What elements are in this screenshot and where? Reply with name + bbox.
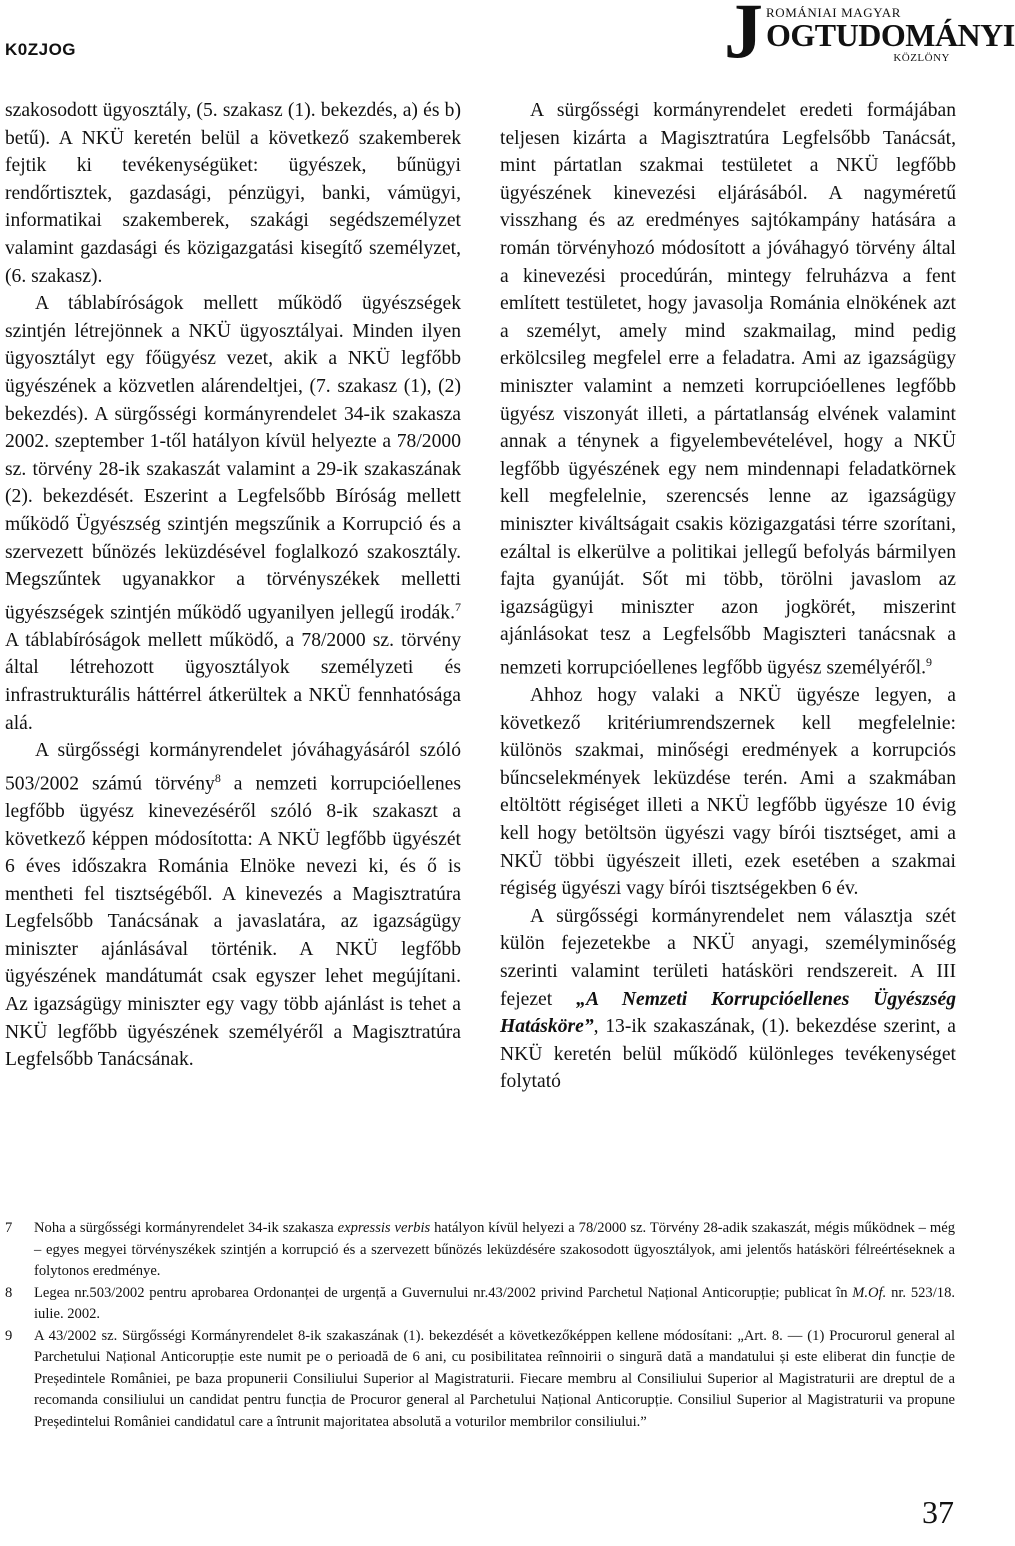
footnote-number: 7 bbox=[5, 1220, 13, 1236]
paragraph-text: , 13-ik szakaszának, (1). bekezdése szerint, a NKÜ keretén belül működő különleges tevékenységet folytató bbox=[500, 1016, 956, 1093]
footnote-italic: expressis verbis bbox=[337, 1220, 431, 1236]
footnote-text: A 43/2002 sz. Sürgősségi Kormányrendelet 8-ik szakaszának (1). bekezdését a következőképpen kellene módosítani: „Art. 8. — (1) Procurorul general al Parchetului Național Anticorupție este numit pe o perioadă de 6 ani, cu posibilitatea reînnoirii o singură dată a mandatului și este eliberat din funcție de Președintele României, pe baza propunerii Consiliului Superior al Magistraturii. Fiecare membru al Consiliului Superior al Magistraturii are dreptul de a recomanda consiliului un candidat pentru funcția de Procuror general al Parchetului Național Anticorupție. Consiliul Superior al Magistraturii va propune Președintelui României candidatul care a întrunit majoritatea absolută a voturilor membrilor consiliului.” bbox=[34, 1327, 955, 1430]
footnote bbox=[5, 1218, 955, 1283]
paragraph-text: Ahhoz hogy valaki a NKÜ ügyésze legyen, a következő kritériumrendszernek kell megfelelnie: különös szakmai, minőségi eredmények a korrupciós bűncselekmények leküzdése terén. Ami a szakmában eltöltött régiséget illeti a NKÜ legfőbb ügyésze 10 évig kell hogy betöltsön ügyészi vagy bírói tisztséget, ami a NKÜ többi ügyészeit illeti, ezek esetében a szakmai régiség ügyészi vagy bírói tisztségekben 6 év. bbox=[500, 685, 956, 900]
logo-main-text: OGTUDOMÁNYI bbox=[766, 17, 1015, 53]
logo-bottom-text: KÖZLÖNY bbox=[893, 52, 950, 64]
paragraph-text: A sürgősségi kormányrendelet jóváhagyásáról szóló 503/2002 számú törvény bbox=[5, 740, 461, 795]
page-header bbox=[0, 0, 1015, 78]
paragraph-text: A táblabíróságok mellett működő ügyészségek szintjén létrejönnek a NKÜ ügyosztályai. Minden ilyen ügyosztályt egy főügyész vezet, akik a NKÜ legfőbb ügyészének a közvetlen alárendeltjei, (7. szakasz (1), (2) bekezdés). A sürgősségi kormányrendelet 34-ik szakasza 2002. szeptember 1-től hatályon kívül helyezte a 78/2000 sz. törvény 28-ik szakaszát valamint a 29-ik szakaszának (2). bekezdését. Eszerint a Legfelsőbb Bíróság mellett működő Ügyészség szintjén megszűnik a Korrupció és a szervezett bűnözés leküzdésével foglalkozó szakosztály. Megszűntek ugyanakkor a törvényszékek melletti ügyészségek szintjén működő ugyanilyen jellegű irodák. bbox=[5, 293, 461, 624]
logo-letter: J bbox=[724, 0, 763, 74]
paragraph-text: A sürgősségi kormányrendelet nem választja szét külön fejezetekbe a NKÜ anyagi, személyminőség szerinti valamint területi hatásköri rendszereit. A III fejezet bbox=[500, 905, 956, 1010]
footnotes bbox=[5, 1218, 955, 1433]
footnote-text: Noha a sürgősségi kormányrendelet 34-ik szakasza bbox=[34, 1220, 338, 1236]
section-label: K0ZJOG bbox=[5, 40, 77, 59]
footnote-text: Legea nr.503/2002 pentru aprobarea Ordonanței de urgență a Guvernului nr.43/2002 privind Parchetul Național Anticorupție; publicat în bbox=[34, 1284, 853, 1301]
footnote bbox=[5, 1283, 955, 1326]
paragraph bbox=[500, 97, 956, 682]
paragraph bbox=[5, 97, 461, 290]
paragraph-text: szakosodott ügyosztály, (5. szakasz (1). bekezdés, a) és b) betű). A NKÜ keretén belül a következő szakemberek fejtik ki tevékenységüket: ügyészek, bűnügyi rendőrtisztek, gazdasági, pénzügyi, banki, vámügyi, informatikai szakemberek, szakági segédszemélyzet valamint gazdasági és közigazgatási kisegítő személyzet, (6. szakasz). bbox=[5, 100, 461, 287]
paragraph bbox=[500, 682, 956, 903]
logo-top-text: ROMÁNIAI MAGYAR bbox=[766, 5, 902, 20]
journal-logo bbox=[724, 0, 1015, 74]
page-number: 37 bbox=[922, 1494, 954, 1530]
right-column bbox=[500, 97, 956, 1096]
chapter-title: „A Nemzeti Korrupcióellenes Ügyészség Hatásköre” bbox=[500, 988, 956, 1038]
footnote-number: 9 bbox=[5, 1327, 13, 1344]
footnote-italic: M.Of. bbox=[852, 1284, 887, 1301]
footnote-ref[interactable]: 7 bbox=[455, 599, 461, 614]
left-column bbox=[5, 97, 461, 1074]
footnote-ref[interactable]: 9 bbox=[926, 654, 933, 669]
paragraph bbox=[5, 290, 461, 737]
footnote-ref[interactable]: 8 bbox=[214, 770, 221, 785]
paragraph bbox=[5, 737, 461, 1074]
paragraph bbox=[500, 903, 956, 1096]
paragraph-text: A sürgősségi kormányrendelet eredeti formájában teljesen kizárta a Magisztratúra Legfelsőbb Tanácsát, mint pártatlan szakmai testületet a NKÜ legfőbb ügyészének kinevezési eljárásából. A nagyméretű visszhang és az eredményes sajtókampány hatására a román törvényhozó módosított a jóváhagyó törvény által a kinevezési procedúrán, mintegy felruházva a fent említett testületet, hogy javasolja Románia elnökének azt a személyt, amely mind szakmailag, mind pedig erkölcsileg megfelel erre a feladatra. Ami az igazságügy miniszter valamint a nemzeti korrupcióellenes legfőbb ügyész viszonyát illeti, a pártatlanság elvének valamint annak a ténynek a figyelembevételével, hogy a NKÜ legfőbb ügyészének egy nem mindennapi feladatkörnek kell megfelelnie, szerencsés lenne az igazságügy miniszter kiváltságait csakis közigazgatási térre szorítani, ezáltal is elkerülve a politikai jellegű befolyás bármilyen fajta gyanúját. Sőt mi több, törölni javaslom az igazságügyi miniszter azon jogkörét, miszerint ajánlásokat tesz a Legfelsőbb Magiszteri tanácsnak a nemzeti korrupcióellenes legfőbb ügyész személyéről. bbox=[500, 100, 956, 679]
footnote bbox=[5, 1326, 955, 1434]
footnote-text: hatályon kívül helyezi a 78/2000 sz. Törvény 28-adik szakaszát, mégis működnek – még – egyes megyei törvényszékek szintjén a korrupció és a szervezett bűnözés leküzdésére szakosodott ügyosztályok, ami jelentős hatásköri félreértéseknek a folytonos eredménye. bbox=[34, 1220, 955, 1279]
paragraph-text: a nemzeti korrupcióellenes legfőbb ügyész kinevezéséről szóló 8-ik szakaszt a következő képpen módosította: A NKÜ legfőbb ügyészét 6 éves időszakra Románia Elnöke nevezi ki, és ő is mentheti fel tisztségéből. A kinevezés a Magisztratúra Legfelsőbb Tanácsának a javaslatára, az igazságügy miniszter ajánlásával történik. A NKÜ legfőbb ügyészének mandátumát csak egyszer lehet megújítani. Az igazságügy miniszter egy vagy több ajánlást is tehet a NKÜ legfőbb ügyészének személyéről a Magisztratúra Legfelsőbb Tanácsának. bbox=[5, 773, 461, 1071]
footnote-number: 8 bbox=[5, 1284, 13, 1301]
paragraph-text: A táblabíróságok mellett működő, a 78/2000 sz. törvény által létrehozott ügyosztályok személyzeti és infrastrukturális háttérrel átkerültek a NKÜ fennhatósága alá. bbox=[5, 629, 461, 734]
footnote-text: nr. 523/18. iulie. 2002. bbox=[34, 1284, 956, 1322]
